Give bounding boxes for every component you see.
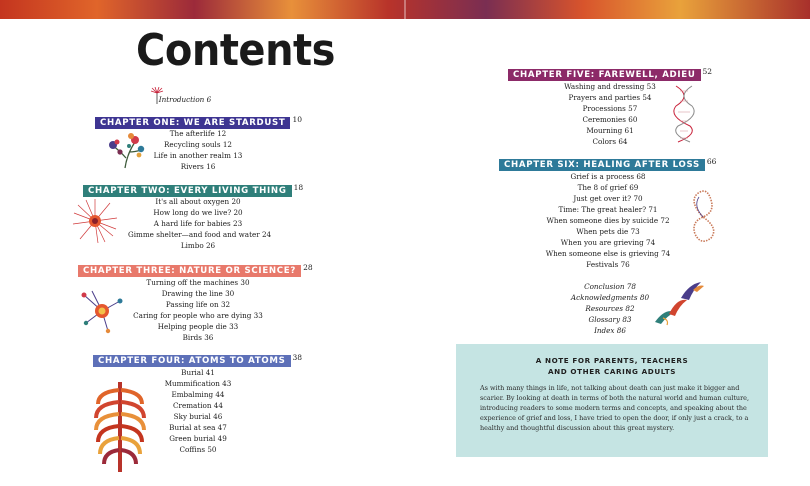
chapter-heading-two[interactable]: CHAPTER TWO: EVERY LIVING THING $^{18}$ bbox=[83, 182, 303, 194]
toc-entry[interactable]: The 8 of grief 69 bbox=[577, 183, 639, 192]
toc-entry[interactable]: How long do we live? 20 bbox=[153, 208, 243, 217]
toc-entry[interactable]: Limbo 26 bbox=[180, 241, 216, 250]
toc-entry[interactable]: Processions 57 bbox=[582, 104, 638, 113]
burst-cell-illustration bbox=[72, 198, 118, 244]
toc-entry[interactable]: Sky burial 46 bbox=[173, 412, 223, 421]
toc-entry[interactable]: Coffins 50 bbox=[179, 445, 217, 454]
toc-entry[interactable]: Grief is a process 68 bbox=[570, 172, 646, 181]
toc-entry[interactable]: Gimme shelter—and food and water 24 bbox=[128, 230, 272, 239]
chapter-heading-three[interactable]: CHAPTER THREE: NATURE OR SCIENCE? $^{28}$ bbox=[78, 262, 313, 274]
toc-entry[interactable]: When someone dies by suicide 72 bbox=[546, 216, 670, 225]
toc-entry[interactable]: Colors 64 bbox=[592, 137, 628, 146]
toc-entry[interactable]: Burial at sea 47 bbox=[169, 423, 227, 432]
toc-entry[interactable]: Birds 36 bbox=[182, 333, 214, 342]
toc-entry[interactable]: Life in another realm 13 bbox=[153, 151, 243, 160]
toc-entry[interactable]: Caring for people who are dying 33 bbox=[133, 311, 263, 320]
note-title: A NOTE FOR PARENTS, TEACHERS AND OTHER CARING ADULTS bbox=[535, 356, 689, 376]
toc-entry[interactable]: Washing and dressing 53 bbox=[564, 82, 656, 91]
note-for-adults-panel bbox=[456, 344, 768, 457]
infinity-loop-illustration bbox=[685, 188, 721, 246]
chapter-heading-four[interactable]: CHAPTER FOUR: ATOMS TO ATOMS $^{38}$ bbox=[93, 352, 302, 364]
toc-entry[interactable]: Mourning 61 bbox=[586, 126, 634, 135]
toc-entry-back-matter[interactable]: Resources 82 bbox=[585, 304, 635, 313]
toc-entry[interactable]: Passing life on 32 bbox=[165, 300, 231, 309]
toc-entry-back-matter[interactable]: Index 86 bbox=[594, 326, 626, 335]
toc-entry[interactable]: Mummification 43 bbox=[164, 379, 232, 388]
page-gutter bbox=[404, 0, 406, 19]
toc-entry[interactable]: Cremation 44 bbox=[173, 401, 223, 410]
toc-entry[interactable]: Burial 41 bbox=[181, 368, 215, 377]
toc-entry[interactable]: Just get over it? 70 bbox=[573, 194, 643, 203]
toc-entry[interactable]: Drawing the line 30 bbox=[161, 289, 235, 298]
toc-entry-back-matter[interactable]: Glossary 83 bbox=[588, 315, 632, 324]
page-title: Contents bbox=[136, 26, 335, 76]
neuron-illustration bbox=[78, 287, 126, 335]
toc-entry[interactable]: Turning off the machines 30 bbox=[146, 278, 250, 287]
toc-entry[interactable]: When pets die 73 bbox=[576, 227, 640, 236]
toc-entry[interactable]: Time: The great healer? 71 bbox=[558, 205, 658, 214]
toc-entry[interactable]: Green burial 49 bbox=[169, 434, 227, 443]
chapter-heading-one[interactable]: CHAPTER ONE: WE ARE STARDUST $^{10}$ bbox=[95, 114, 302, 126]
toc-entry-back-matter[interactable]: Conclusion 78 bbox=[584, 282, 636, 291]
toc-entry[interactable]: The afterlife 12 bbox=[169, 129, 227, 138]
toc-entry[interactable]: Ceremonies 60 bbox=[582, 115, 638, 124]
toc-entry-introduction[interactable]: Introduction 6 bbox=[158, 95, 212, 104]
chapter-heading-five[interactable]: CHAPTER FIVE: FAREWELL, ADIEU $^{52}$ bbox=[508, 66, 712, 78]
toc-entry[interactable]: A hard life for babies 23 bbox=[153, 219, 243, 228]
toc-entry[interactable]: When someone else is grieving 74 bbox=[545, 249, 671, 258]
toc-entry[interactable]: Helping people die 33 bbox=[157, 322, 239, 331]
toc-entry-back-matter[interactable]: Acknowledgments 80 bbox=[570, 293, 650, 302]
toc-entry[interactable]: When you are grieving 74 bbox=[560, 238, 656, 247]
note-body: As with many things in life, not talking about death can just make it bigger and scarier. By looking at death in terms of both the natural world and human culture, introducing readers to some modern terms and concepts, and speaking about the experience of grief and loss, I have tried to open the door, if only just a crack, to a healthy and thoughtful discussion about this great mystery. bbox=[480, 384, 749, 432]
chapter-heading-six[interactable]: CHAPTER SIX: HEALING AFTER LOSS $^{66}$ bbox=[499, 156, 716, 168]
toc-entry[interactable]: Embalming 44 bbox=[171, 390, 225, 399]
toc-entry[interactable]: It's all about oxygen 20 bbox=[155, 197, 241, 206]
toc-entry[interactable]: Rivers 16 bbox=[180, 162, 216, 171]
toc-entry[interactable]: Festivals 76 bbox=[586, 260, 630, 269]
toc-entry[interactable]: Prayers and parties 54 bbox=[568, 93, 652, 102]
toc-entry[interactable]: Recycling souls 12 bbox=[164, 140, 232, 149]
